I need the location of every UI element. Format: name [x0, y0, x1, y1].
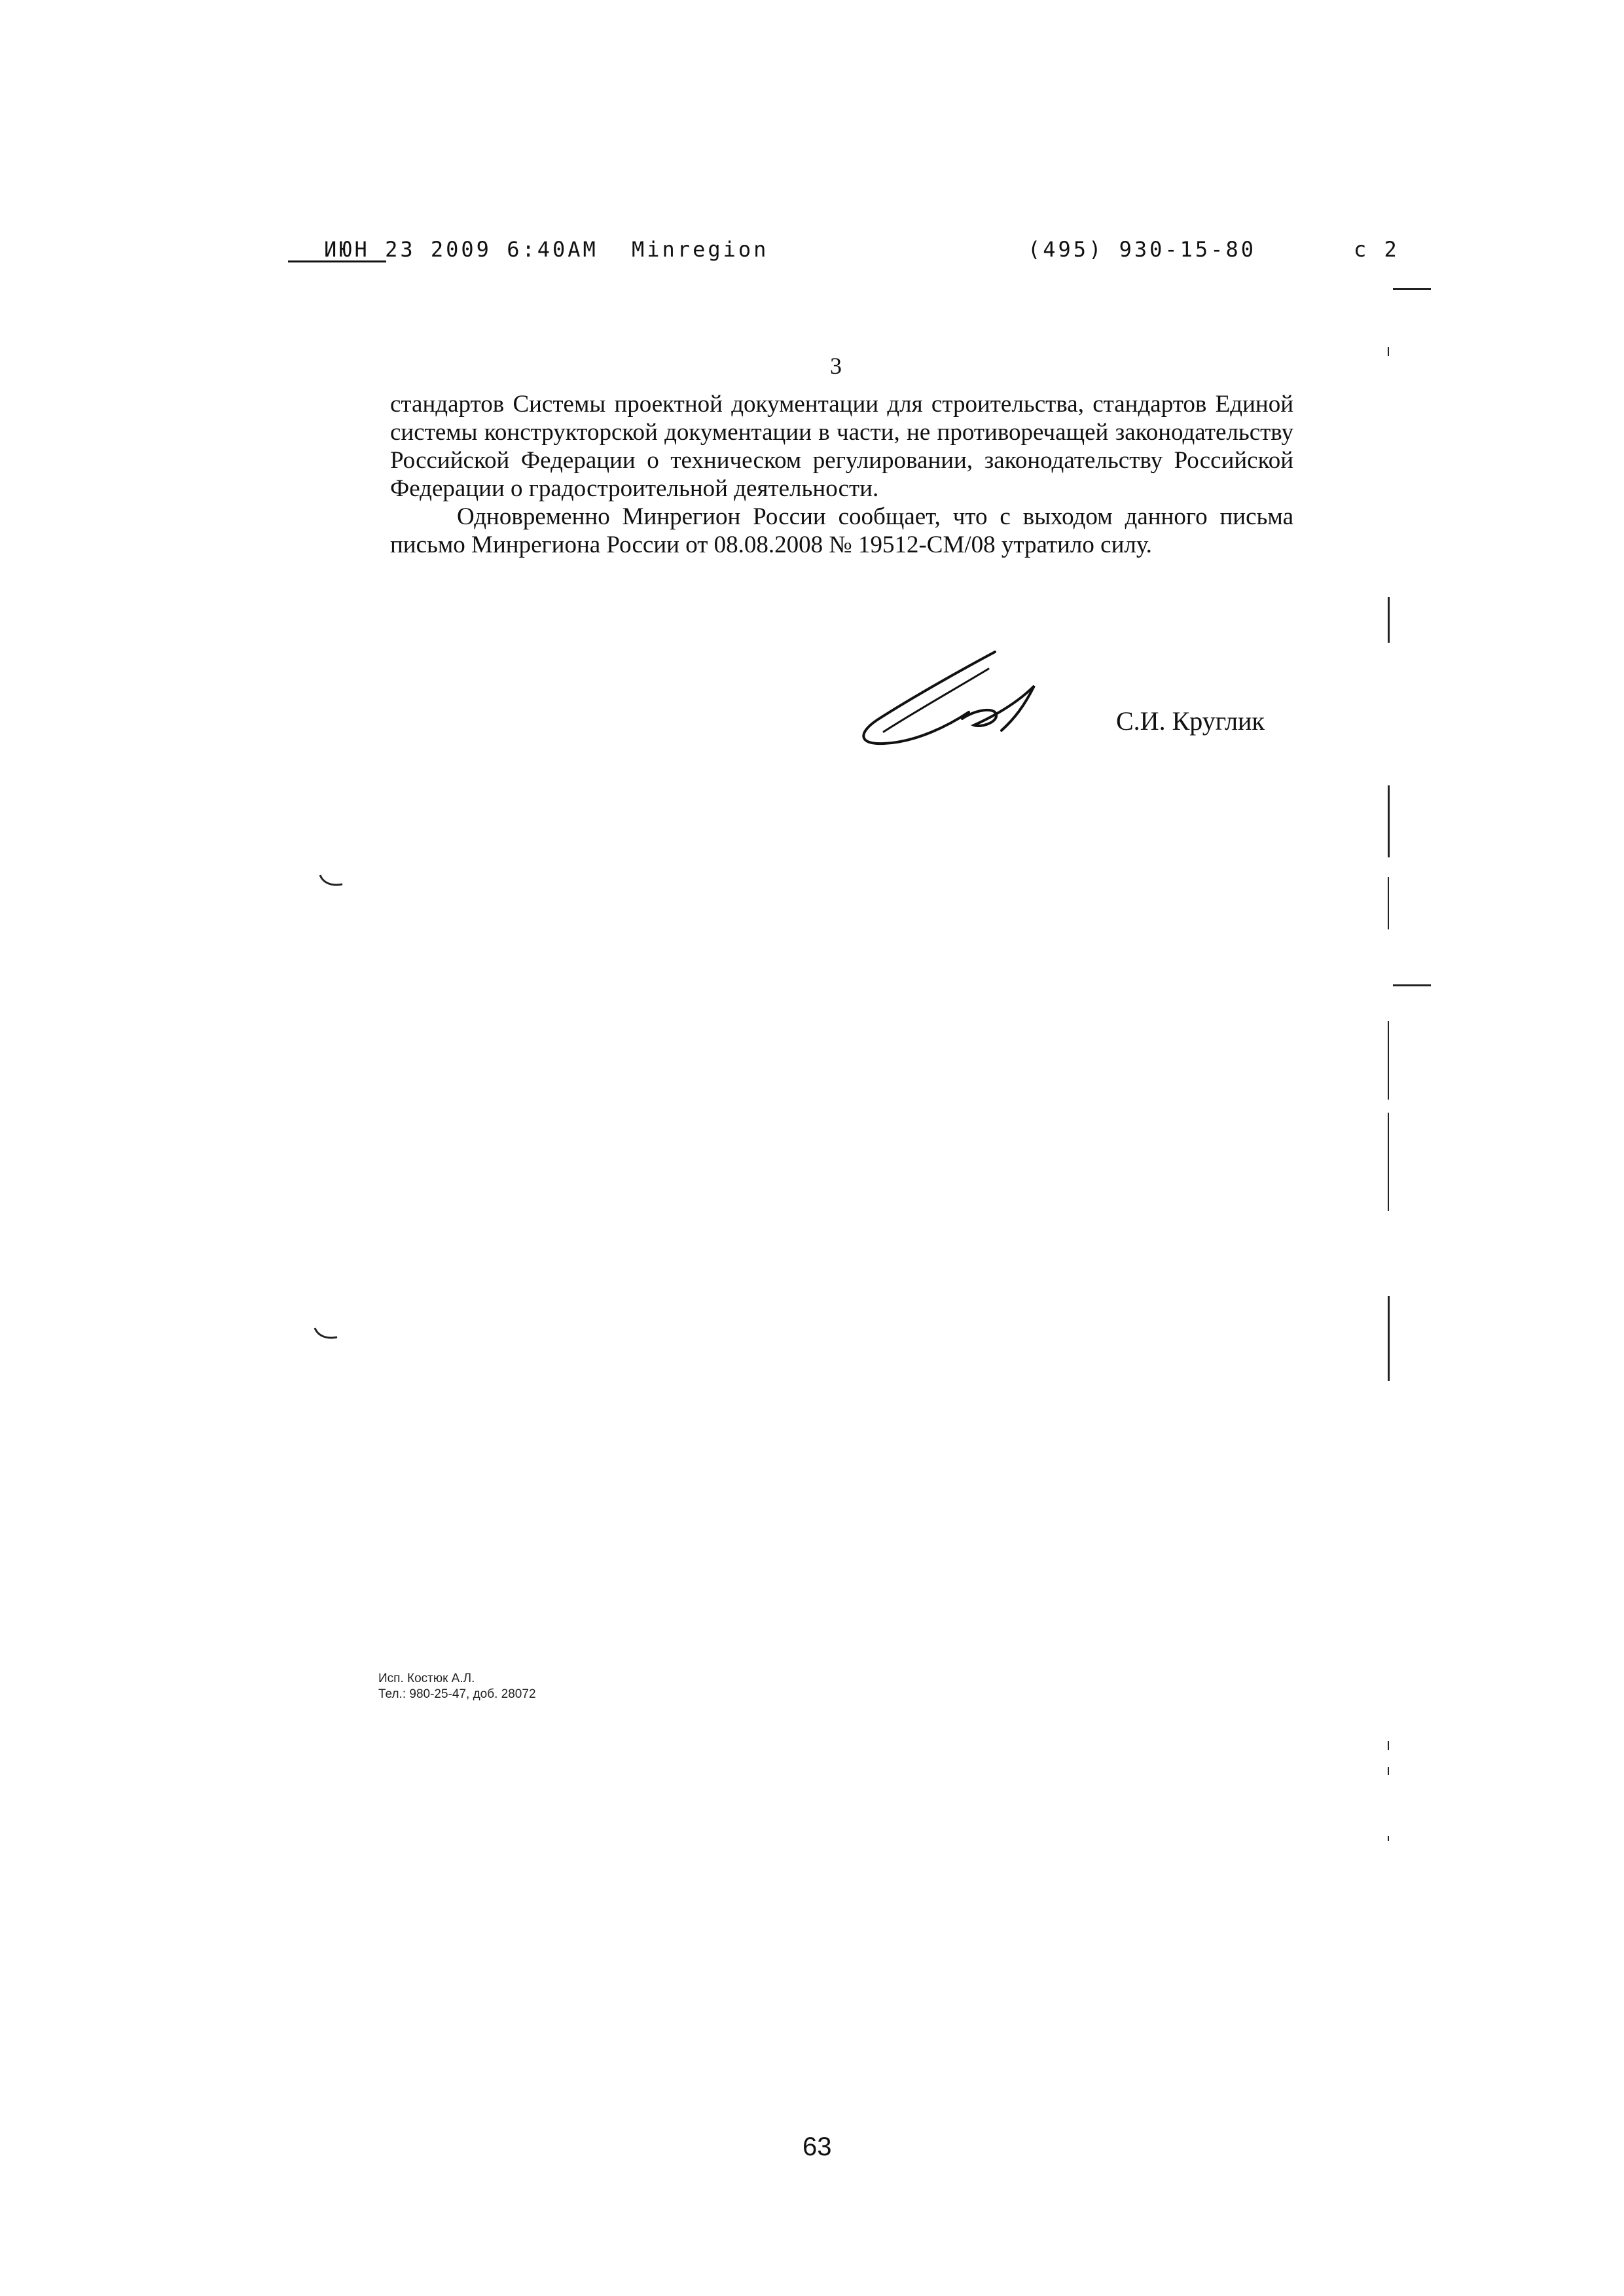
- document-page-number: 63: [803, 2132, 832, 2161]
- scan-artifact-line: [1388, 597, 1390, 643]
- letter-paragraph-1: стандартов Системы проектной документации для строительства, стандартов Единой системы конструкторской документации в части, не противоречащей законодательству Российской Федерации о техническом регулировании, законодательству Российской Федерации о градостроительной деятельности.: [390, 391, 1293, 502]
- scan-artifact-line: [1388, 347, 1389, 356]
- scan-artifact-line: [1388, 1296, 1390, 1381]
- executor-name: Исп. Костюк А.Л.: [378, 1672, 475, 1685]
- letter-page-number: 3: [830, 353, 842, 379]
- fax-phone: (495) 930-15-80: [1028, 237, 1256, 262]
- scan-artifact-line: [1388, 1741, 1389, 1750]
- fax-page-marker: c 2: [1354, 237, 1399, 262]
- scan-artifact-line: [1388, 1767, 1389, 1775]
- executor-phone: Тел.: 980-25-47, доб. 28072: [378, 1687, 536, 1701]
- scan-artifact-mark: [313, 1326, 339, 1342]
- letter-body: [390, 390, 1293, 559]
- fax-sender: Minregion: [632, 237, 769, 262]
- handwritten-signature: [857, 647, 1074, 758]
- scan-artifact-line: [1393, 984, 1431, 986]
- fax-underline: [288, 260, 386, 262]
- letter-paragraph-2: Одновременно Минрегион России сообщает, что с выходом данного письма письмо Минрегиона России от 08.08.2008 № 19512-СМ/08 утратило силу.: [390, 503, 1293, 558]
- fax-date-time: ИЮН 23 2009 6:40AM: [324, 237, 598, 262]
- scan-artifact-line: [1388, 1113, 1389, 1211]
- scan-artifact-mark: [318, 873, 344, 889]
- scan-artifact-line: [1388, 785, 1390, 857]
- scan-artifact-line: [1393, 288, 1431, 290]
- signer-name: С.И. Круглик: [1116, 706, 1265, 736]
- scan-artifact-line: [1388, 877, 1389, 929]
- scan-artifact-line: [1388, 1021, 1389, 1100]
- scan-artifact-line: [1388, 1836, 1389, 1841]
